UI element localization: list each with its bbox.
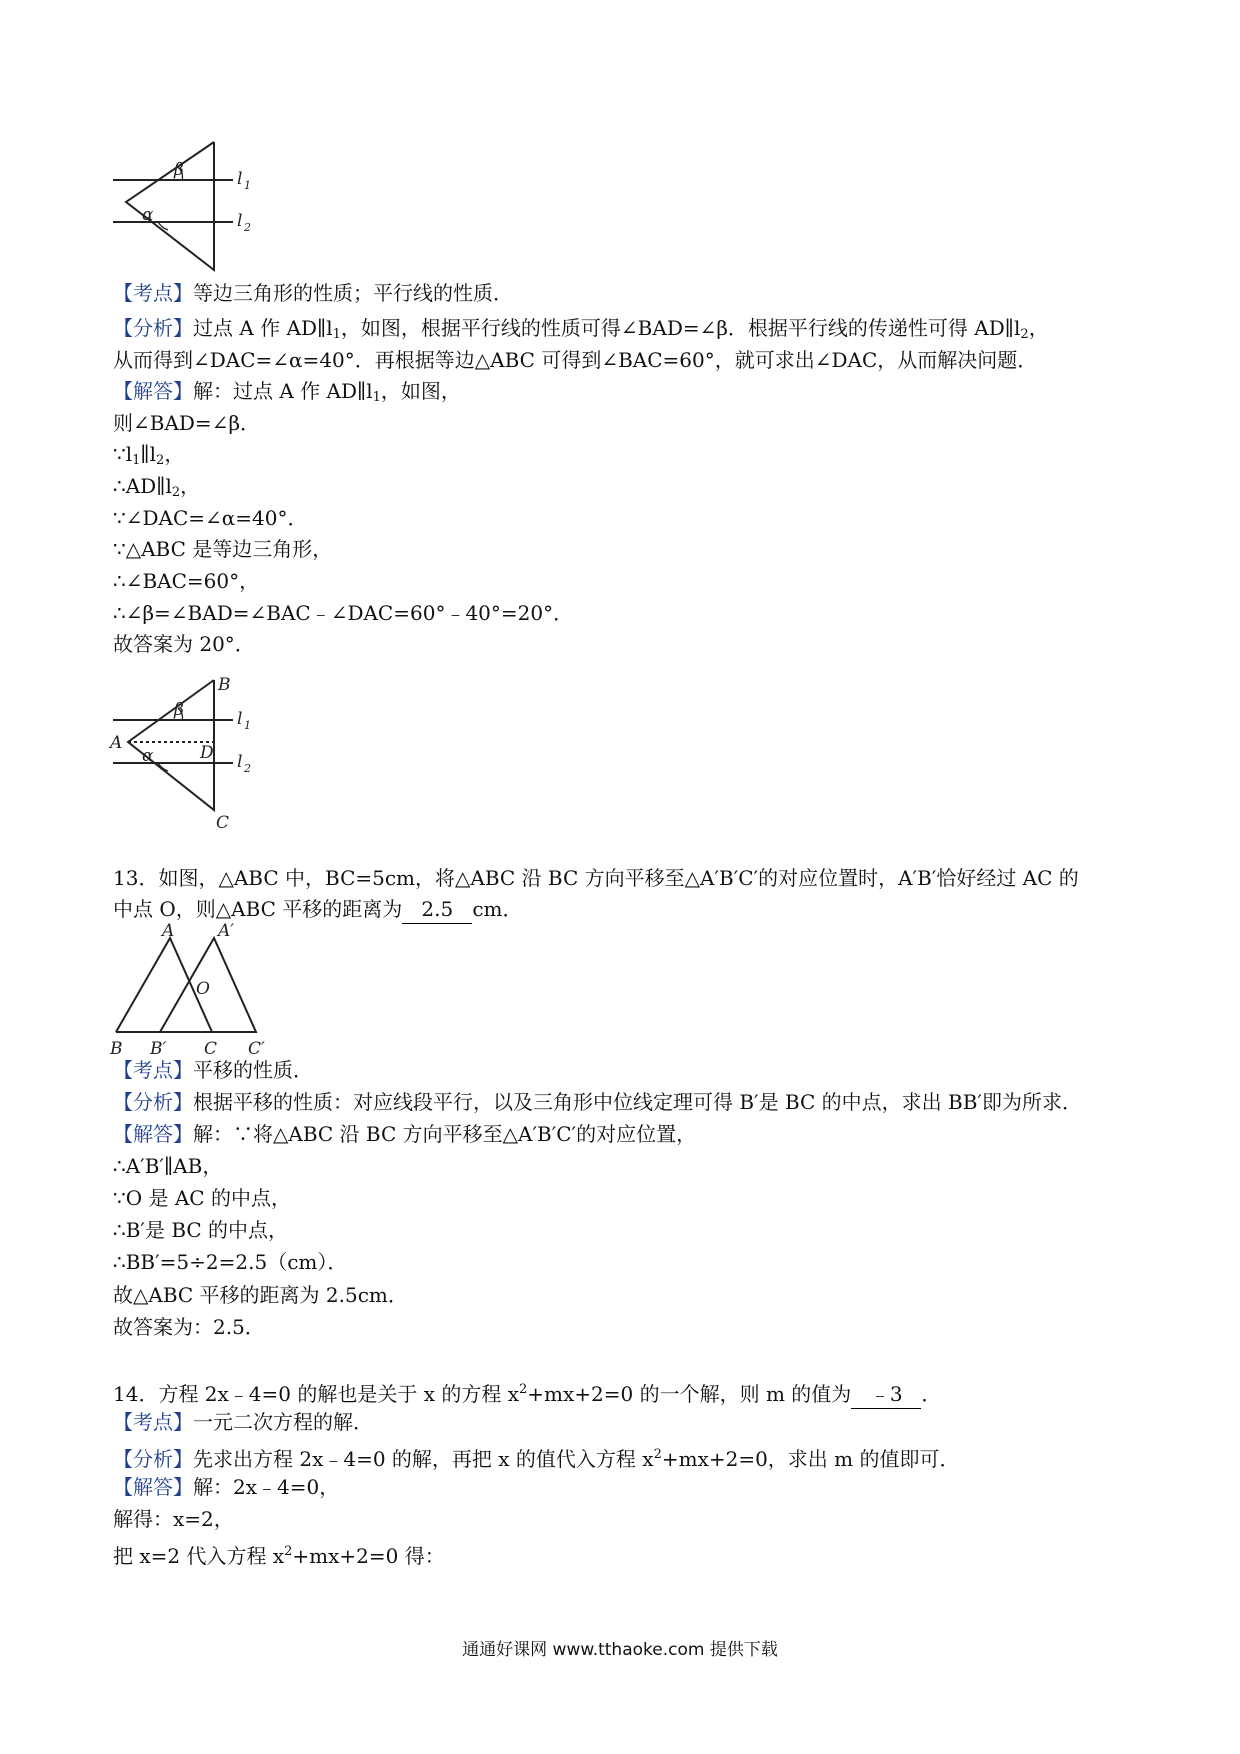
svg-text:2: 2	[244, 221, 251, 234]
answer-blank: 2.5	[402, 895, 472, 924]
p14-question: 14．方程 2x﹣4=0 的解也是关于 x 的方程 $x^2+mx+2=0$ 的一个解，则 m 的值为 ﹣3 ．	[113, 1376, 941, 1409]
svg-text:C′: C′	[248, 1039, 265, 1059]
svg-text:B: B	[218, 675, 231, 695]
svg-text:C: C	[204, 1039, 218, 1059]
kaodian-tag: 【考点】	[113, 1410, 193, 1434]
svg-text:B: B	[110, 1039, 123, 1059]
svg-text:l: l	[237, 211, 243, 231]
p12-step-1: 则∠BAD=∠β．	[113, 411, 261, 435]
p12-step-3: $\therefore AD\parallel l_2$，	[113, 474, 201, 500]
svg-text:l: l	[237, 709, 243, 729]
fenxi-tag: 【分析】	[113, 316, 193, 340]
p13-question-line1: 13．如图，△ABC 中，BC=5cm，将△ABC 沿 BC 方向平移至△A′B′C′的对应位置时，A′B′恰好经过 AC 的	[113, 866, 1079, 890]
figure-triangle-parallel-lines	[108, 140, 278, 280]
fenxi-tag: 【分析】	[113, 1090, 193, 1114]
p13-step-1: ∴A′B′∥AB，	[113, 1154, 223, 1178]
figure-triangle-abc-with-ad	[108, 670, 288, 830]
kaodian-tag: 【考点】	[113, 281, 193, 305]
p13-question-line2: 中点 O，则△ABC 平移的距离为 2.5 cm．	[113, 895, 522, 924]
figure-triangle-translation	[108, 922, 288, 1062]
p12-step-7: ∴∠β=∠BAD=∠BAC﹣∠DAC=60°﹣40°=20°．	[113, 601, 574, 625]
svg-text:O: O	[196, 979, 210, 999]
p12-fenxi-line1: 【分析】过点 A 作 $AD\parallel l_1$，如图，根据平行线的性质可得∠BAD=∠β．根据平行线的传递性可得 $AD\parallel l_2$，	[113, 316, 1049, 342]
jieda-tag: 【解答】	[113, 1122, 193, 1146]
svg-text:B′: B′	[150, 1039, 167, 1059]
svg-text:β: β	[174, 160, 184, 180]
svg-text:2: 2	[244, 762, 251, 775]
jieda-tag: 【解答】	[113, 379, 193, 403]
p14-jieda: 【解答】解：2x﹣4=0，	[113, 1475, 340, 1499]
p13-fenxi: 【分析】根据平移的性质：对应线段平行，以及三角形中位线定理可得 B′是 BC 的中点，求出 BB′即为所求．	[113, 1090, 1082, 1114]
p14-step-1: 解得：x=2，	[113, 1507, 234, 1531]
p13-step-6: 故答案为：2.5．	[113, 1315, 265, 1339]
p13-step-4: ∴BB′=5÷2=2.5（cm）．	[113, 1250, 348, 1274]
svg-text:β: β	[174, 700, 184, 720]
p13-kaodian: 【考点】平移的性质．	[113, 1058, 313, 1082]
svg-text:α: α	[142, 746, 154, 766]
svg-text:D: D	[200, 743, 214, 763]
p12-answer: 故答案为 20°．	[113, 632, 255, 656]
p12-step-2: $\because l_1\parallel l_2$，	[113, 442, 185, 468]
p13-step-5: 故△ABC 平移的距离为 2.5cm．	[113, 1283, 408, 1307]
svg-text:1: 1	[244, 179, 251, 192]
p12-jieda: 【解答】解：过点 A 作 $AD\parallel l_1$，如图，	[113, 379, 461, 405]
page-footer: 通通好课网 www.tthaoke.com 提供下载	[462, 1640, 778, 1660]
kaodian-tag: 【考点】	[113, 1058, 193, 1082]
p12-step-4: ∵∠DAC=∠α=40°．	[113, 506, 308, 530]
fenxi-tag: 【分析】	[113, 1447, 193, 1471]
p12-step-6: ∴∠BAC=60°，	[113, 569, 260, 593]
svg-text:C: C	[216, 813, 230, 830]
svg-text:A: A	[162, 922, 175, 941]
p12-step-5: ∵△ABC 是等边三角形，	[113, 537, 333, 561]
svg-text:l: l	[237, 169, 243, 189]
p14-step-2: 把 x=2 代入方程 $x^2+mx+2=0$ 得：	[113, 1544, 445, 1568]
svg-text:l: l	[237, 752, 243, 772]
svg-text:A′: A′	[218, 922, 235, 941]
svg-text:1: 1	[244, 719, 251, 732]
p14-kaodian: 【考点】一元二次方程的解．	[113, 1410, 373, 1434]
p12-fenxi-line2: 从而得到∠DAC=∠α=40°．再根据等边△ABC 可得到∠BAC=60°，就可求出∠DAC，从而解决问题．	[113, 348, 1038, 372]
jieda-tag: 【解答】	[113, 1475, 193, 1499]
p12-kaodian: 【考点】等边三角形的性质；平行线的性质．	[113, 281, 513, 305]
svg-text:α: α	[142, 205, 154, 225]
svg-text:A: A	[110, 733, 123, 753]
p13-step-2: ∵O 是 AC 的中点，	[113, 1186, 291, 1210]
answer-blank: ﹣3	[851, 1380, 921, 1409]
p14-fenxi: 【分析】先求出方程 2x﹣4=0 的解，再把 x 的值代入方程 $x^2+mx+2=0$，求出 m 的值即可．	[113, 1447, 960, 1471]
p13-jieda: 【解答】解：∵将△ABC 沿 BC 方向平移至△A′B′C′的对应位置，	[113, 1122, 697, 1146]
p13-step-3: ∴B′是 BC 的中点，	[113, 1218, 289, 1242]
